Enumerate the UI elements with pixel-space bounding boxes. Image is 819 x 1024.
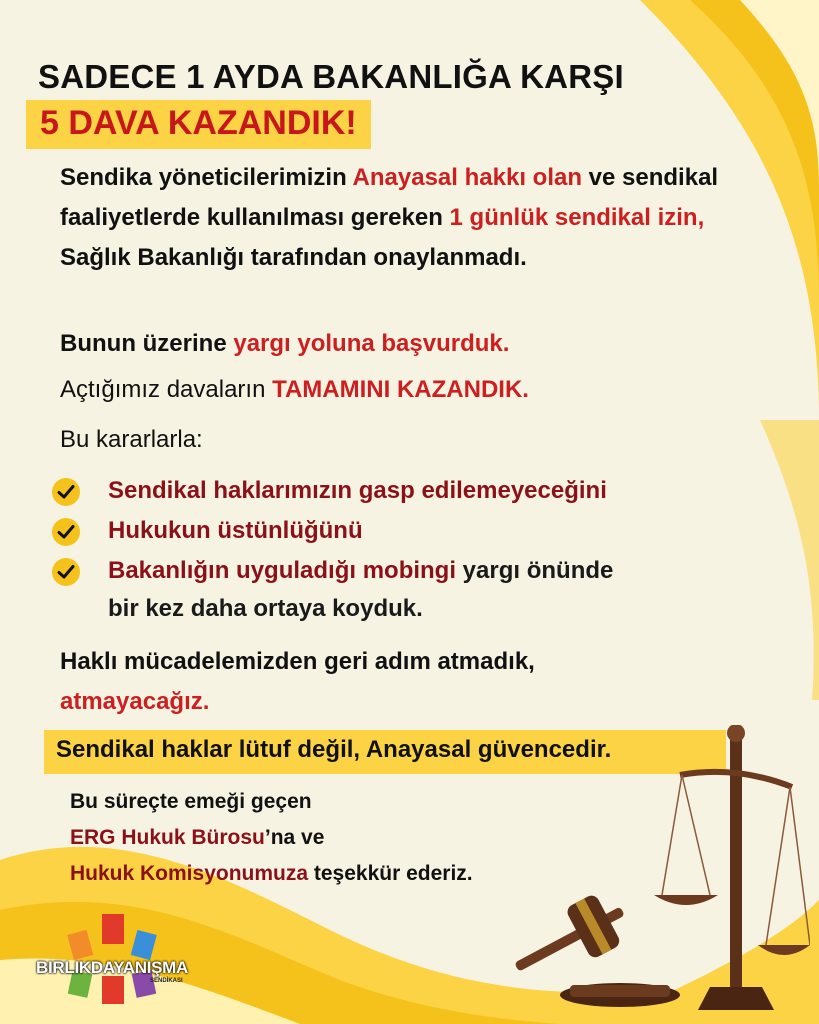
list-item-text: yargı önünde bbox=[456, 557, 614, 584]
headline-line2: 5 DAVA KAZANDIK! bbox=[40, 104, 357, 142]
list-item bbox=[52, 512, 752, 550]
list-item bbox=[52, 472, 752, 510]
union-logo-name-b: DAYANIŞMA bbox=[90, 958, 189, 977]
closing-paragraph bbox=[60, 642, 750, 722]
thanks-paragraph bbox=[70, 784, 630, 892]
outcomes-list bbox=[52, 472, 752, 628]
legal-action-highlight: yargı yoluna başvurduk. bbox=[233, 330, 510, 357]
intro-text-a: Sendika yöneticilerimizin bbox=[60, 164, 353, 191]
list-item-text: Sendikal haklarımızın gasp edilemeyeceğini bbox=[108, 477, 607, 504]
headline-highlight bbox=[26, 100, 371, 149]
thanks-law-office: ERG Hukuk Bürosu bbox=[70, 826, 265, 849]
intro-highlight-right: Anayasal hakkı olan bbox=[352, 164, 582, 191]
slogan-text: Sendikal haklar lütuf değil, Anayasal güvencedir. bbox=[56, 736, 612, 763]
check-circle-icon bbox=[52, 478, 80, 506]
union-logo-sub: SENDİKASI bbox=[150, 978, 183, 984]
check-circle-icon bbox=[52, 518, 80, 546]
gavel-icon bbox=[480, 890, 680, 1010]
intro-paragraph bbox=[60, 158, 750, 278]
closing-highlight: atmayacağız. bbox=[60, 688, 210, 715]
intro-text-e: Sağlık Bakanlığı tarafından onaylanmadı. bbox=[60, 244, 527, 271]
list-item-text-highlight: Bakanlığın uyguladığı mobingi bbox=[108, 557, 457, 584]
legal-action-paragraph bbox=[60, 324, 750, 364]
intro-highlight-leave: 1 günlük sendikal izin, bbox=[449, 204, 705, 231]
list-item-text: Hukukun üstünlüğünü bbox=[108, 517, 363, 544]
list-item-text-continued: bir kez daha ortaya koyduk. bbox=[108, 595, 423, 622]
won-text: Açtığımız davaların bbox=[60, 376, 273, 403]
thanks-line2-rest: ’na ve bbox=[264, 826, 325, 849]
headline-line1: SADECE 1 AYDA BAKANLIĞA KARŞI bbox=[38, 58, 624, 95]
check-circle-icon bbox=[52, 558, 80, 586]
union-logo-name bbox=[36, 958, 188, 978]
won-highlight: TAMAMINI KAZANDIK. bbox=[272, 376, 529, 403]
union-logo-name-a: BIRLIK bbox=[36, 958, 91, 977]
thanks-line1: Bu süreçte emeği geçen bbox=[70, 790, 312, 813]
won-paragraph bbox=[60, 370, 750, 410]
closing-text: Haklı mücadelemizden geri adım atmadık, bbox=[60, 648, 535, 675]
intro-text-c: ve sendikal faaliyetlerde kullanılması gereken bbox=[60, 164, 719, 231]
list-item bbox=[52, 552, 752, 628]
decisions-intro: Bu kararlarla: bbox=[60, 426, 203, 453]
legal-action-text: Bunun üzerine bbox=[60, 330, 234, 357]
thanks-line3-rest: teşekkür ederiz. bbox=[308, 862, 473, 885]
thanks-commission: Hukuk Komisyonumuza bbox=[70, 862, 309, 885]
